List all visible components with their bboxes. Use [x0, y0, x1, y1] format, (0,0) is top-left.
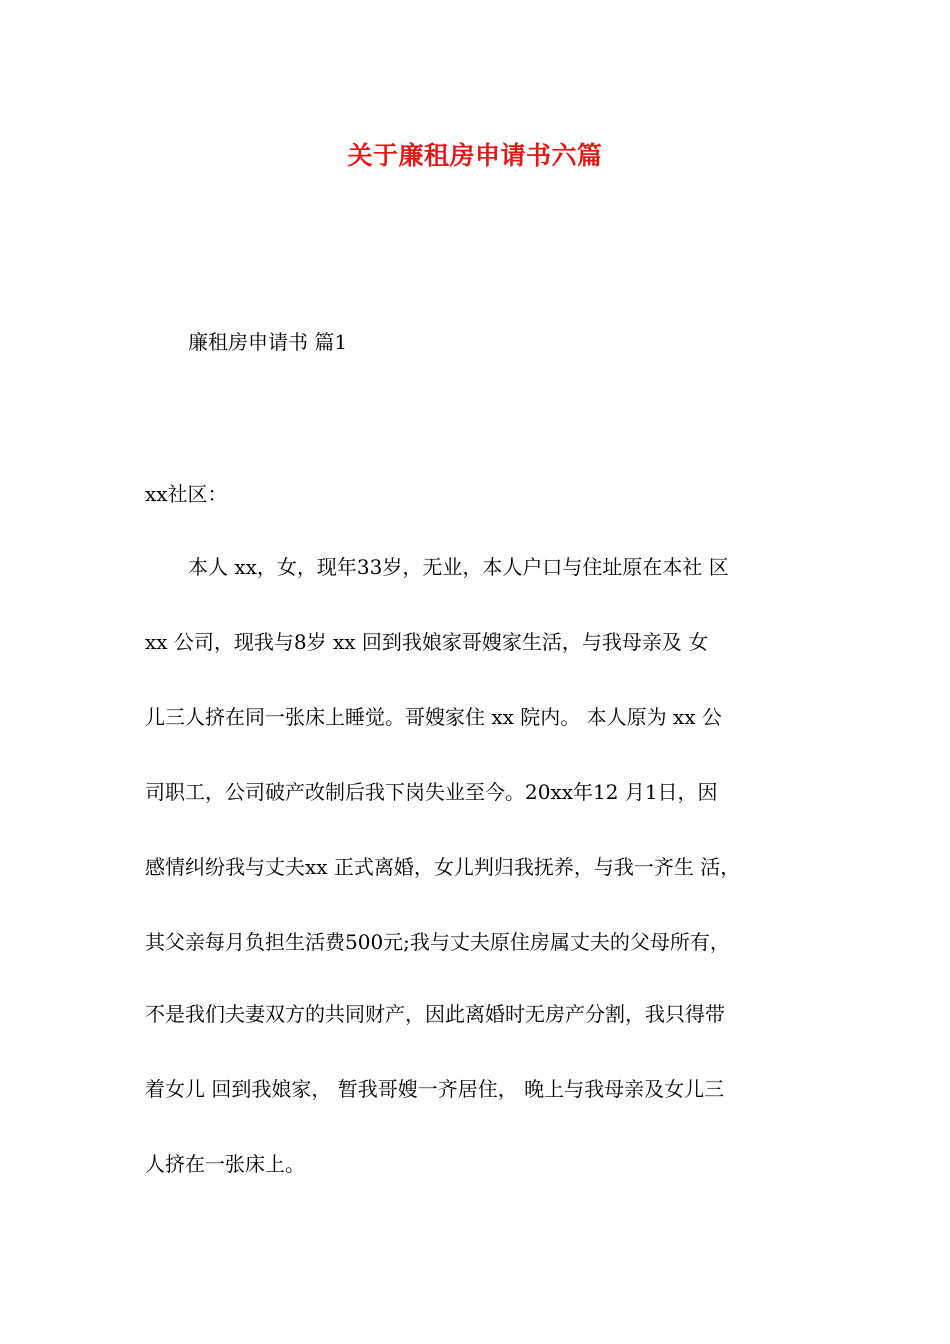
body-line: 不是我们夫妻双方的共同财产，因此离婚时无房产分割，我只得带 [145, 1002, 725, 1026]
body-line: 儿三人挤在同一张床上睡觉。哥嫂家住 xx 院内。 本人原为 xx 公 [145, 705, 722, 729]
body-line: xx 公司，现我与8岁 xx 回到我娘家哥嫂家生活，与我母亲及 女 [145, 630, 709, 654]
body-line: 其父亲每月负担生活费500元;我与丈夫原住房属丈夫的父母所有， [145, 930, 730, 954]
document-title: 关于廉租房申请书六篇 [347, 141, 603, 170]
body-line: 着女儿 回到我娘家， 暂我哥嫂一齐居住， 晚上与我母亲及女儿三 [145, 1077, 725, 1101]
section-heading: 廉租房申请书 篇1 [188, 330, 348, 354]
salutation: xx社区： [145, 482, 228, 506]
body-line: 人挤在一张床上。 [145, 1152, 305, 1176]
body-line: 感情纠纷我与丈夫xx 正式离婚，女儿判归我抚养，与我一齐生 活， [145, 855, 741, 879]
body-line: 本人 xx，女，现年33岁，无业，本人户口与住址原在本社 区 [188, 555, 729, 579]
body-line: 司职工，公司破产改制后我下岗失业至今。20xx年12 月1日，因 [145, 780, 718, 804]
